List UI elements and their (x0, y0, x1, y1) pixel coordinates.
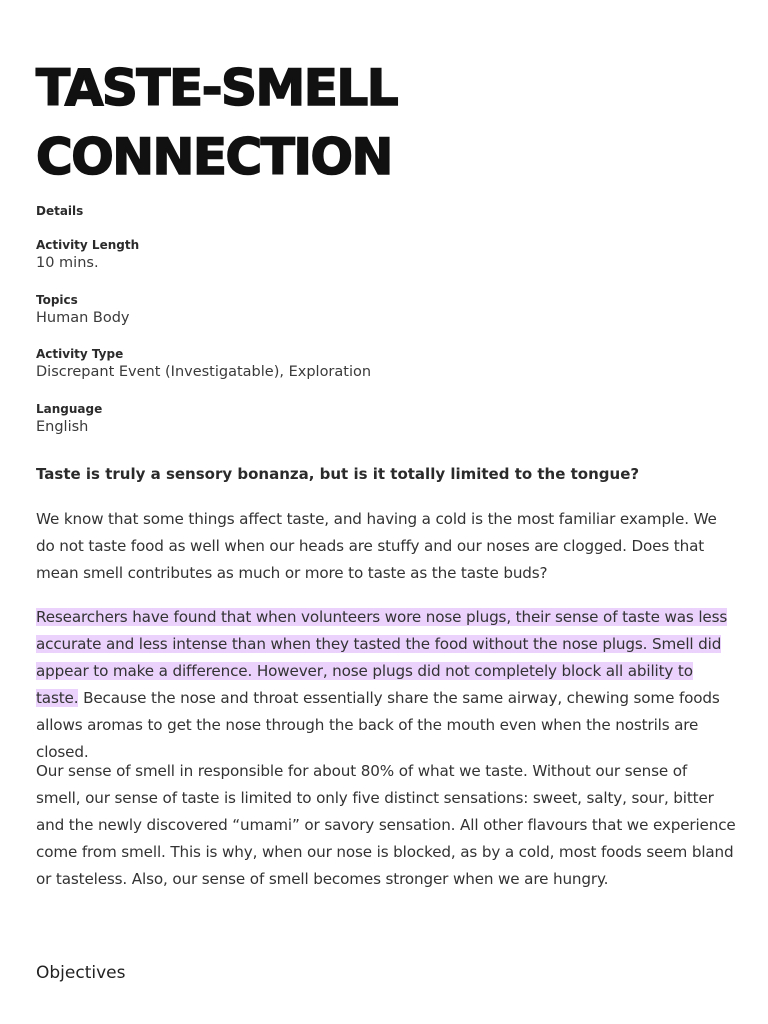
page-title (36, 54, 397, 192)
activity-type-label: Activity Type (36, 347, 124, 361)
language-field (36, 401, 102, 437)
research-paragraph (36, 604, 736, 766)
topics-label: Topics (36, 293, 78, 307)
page-title-line-2: CONNECTION (36, 128, 392, 186)
activity-type-value: Discrepant Event (Investigatable), Exploration (36, 364, 372, 380)
topics-value: Human Body (36, 310, 130, 326)
language-label: Language (36, 402, 103, 416)
highlighted-text: Researchers have found that when volunteers wore nose plugs, their sense of taste was less accurate and less intense than when they tasted the food without the nose plugs. Smell did appear to make a difference. However, nose plugs did not completely block all ability to taste. (36, 608, 728, 707)
research-paragraph-rest: Because the nose and throat essentially share the same airway, chewing some foods allows aromas to get the nose through the back of the mouth even when the nostrils are closed. (36, 689, 720, 761)
page-title-line-1: TASTE-SMELL (36, 59, 398, 117)
activity-type-field (36, 346, 371, 382)
details-heading: Details (36, 204, 84, 218)
activity-length-value: 10 mins. (36, 255, 99, 271)
intro-paragraph: We know that some things affect taste, and having a cold is the most familiar example. We do not taste food as well when our heads are stuffy and our noses are clogged. Does that mean smell contributes as much or more to taste as the taste buds? (36, 510, 717, 582)
language-value: English (36, 419, 89, 435)
activity-length-field (36, 237, 139, 273)
activity-length-label: Activity Length (36, 238, 140, 252)
objectives-heading: Objectives (36, 963, 126, 983)
topics-field (36, 292, 130, 328)
details-section (36, 203, 736, 219)
smell-paragraph: Our sense of smell in responsible for about 80% of what we taste. Without our sense of smell, our sense of taste is limited to only five distinct sensations: sweet, salty, sour, bitter and the newly discovered “umami” or savory sensation. All other flavours that we experience come from smell. This is why, when our nose is blocked, as by a cold, most foods seem bland or tasteless. Also, our sense of smell becomes stronger when we are hungry. (36, 762, 736, 888)
lead-question: Taste is truly a sensory bonanza, but is it totally limited to the tongue? (36, 465, 640, 483)
